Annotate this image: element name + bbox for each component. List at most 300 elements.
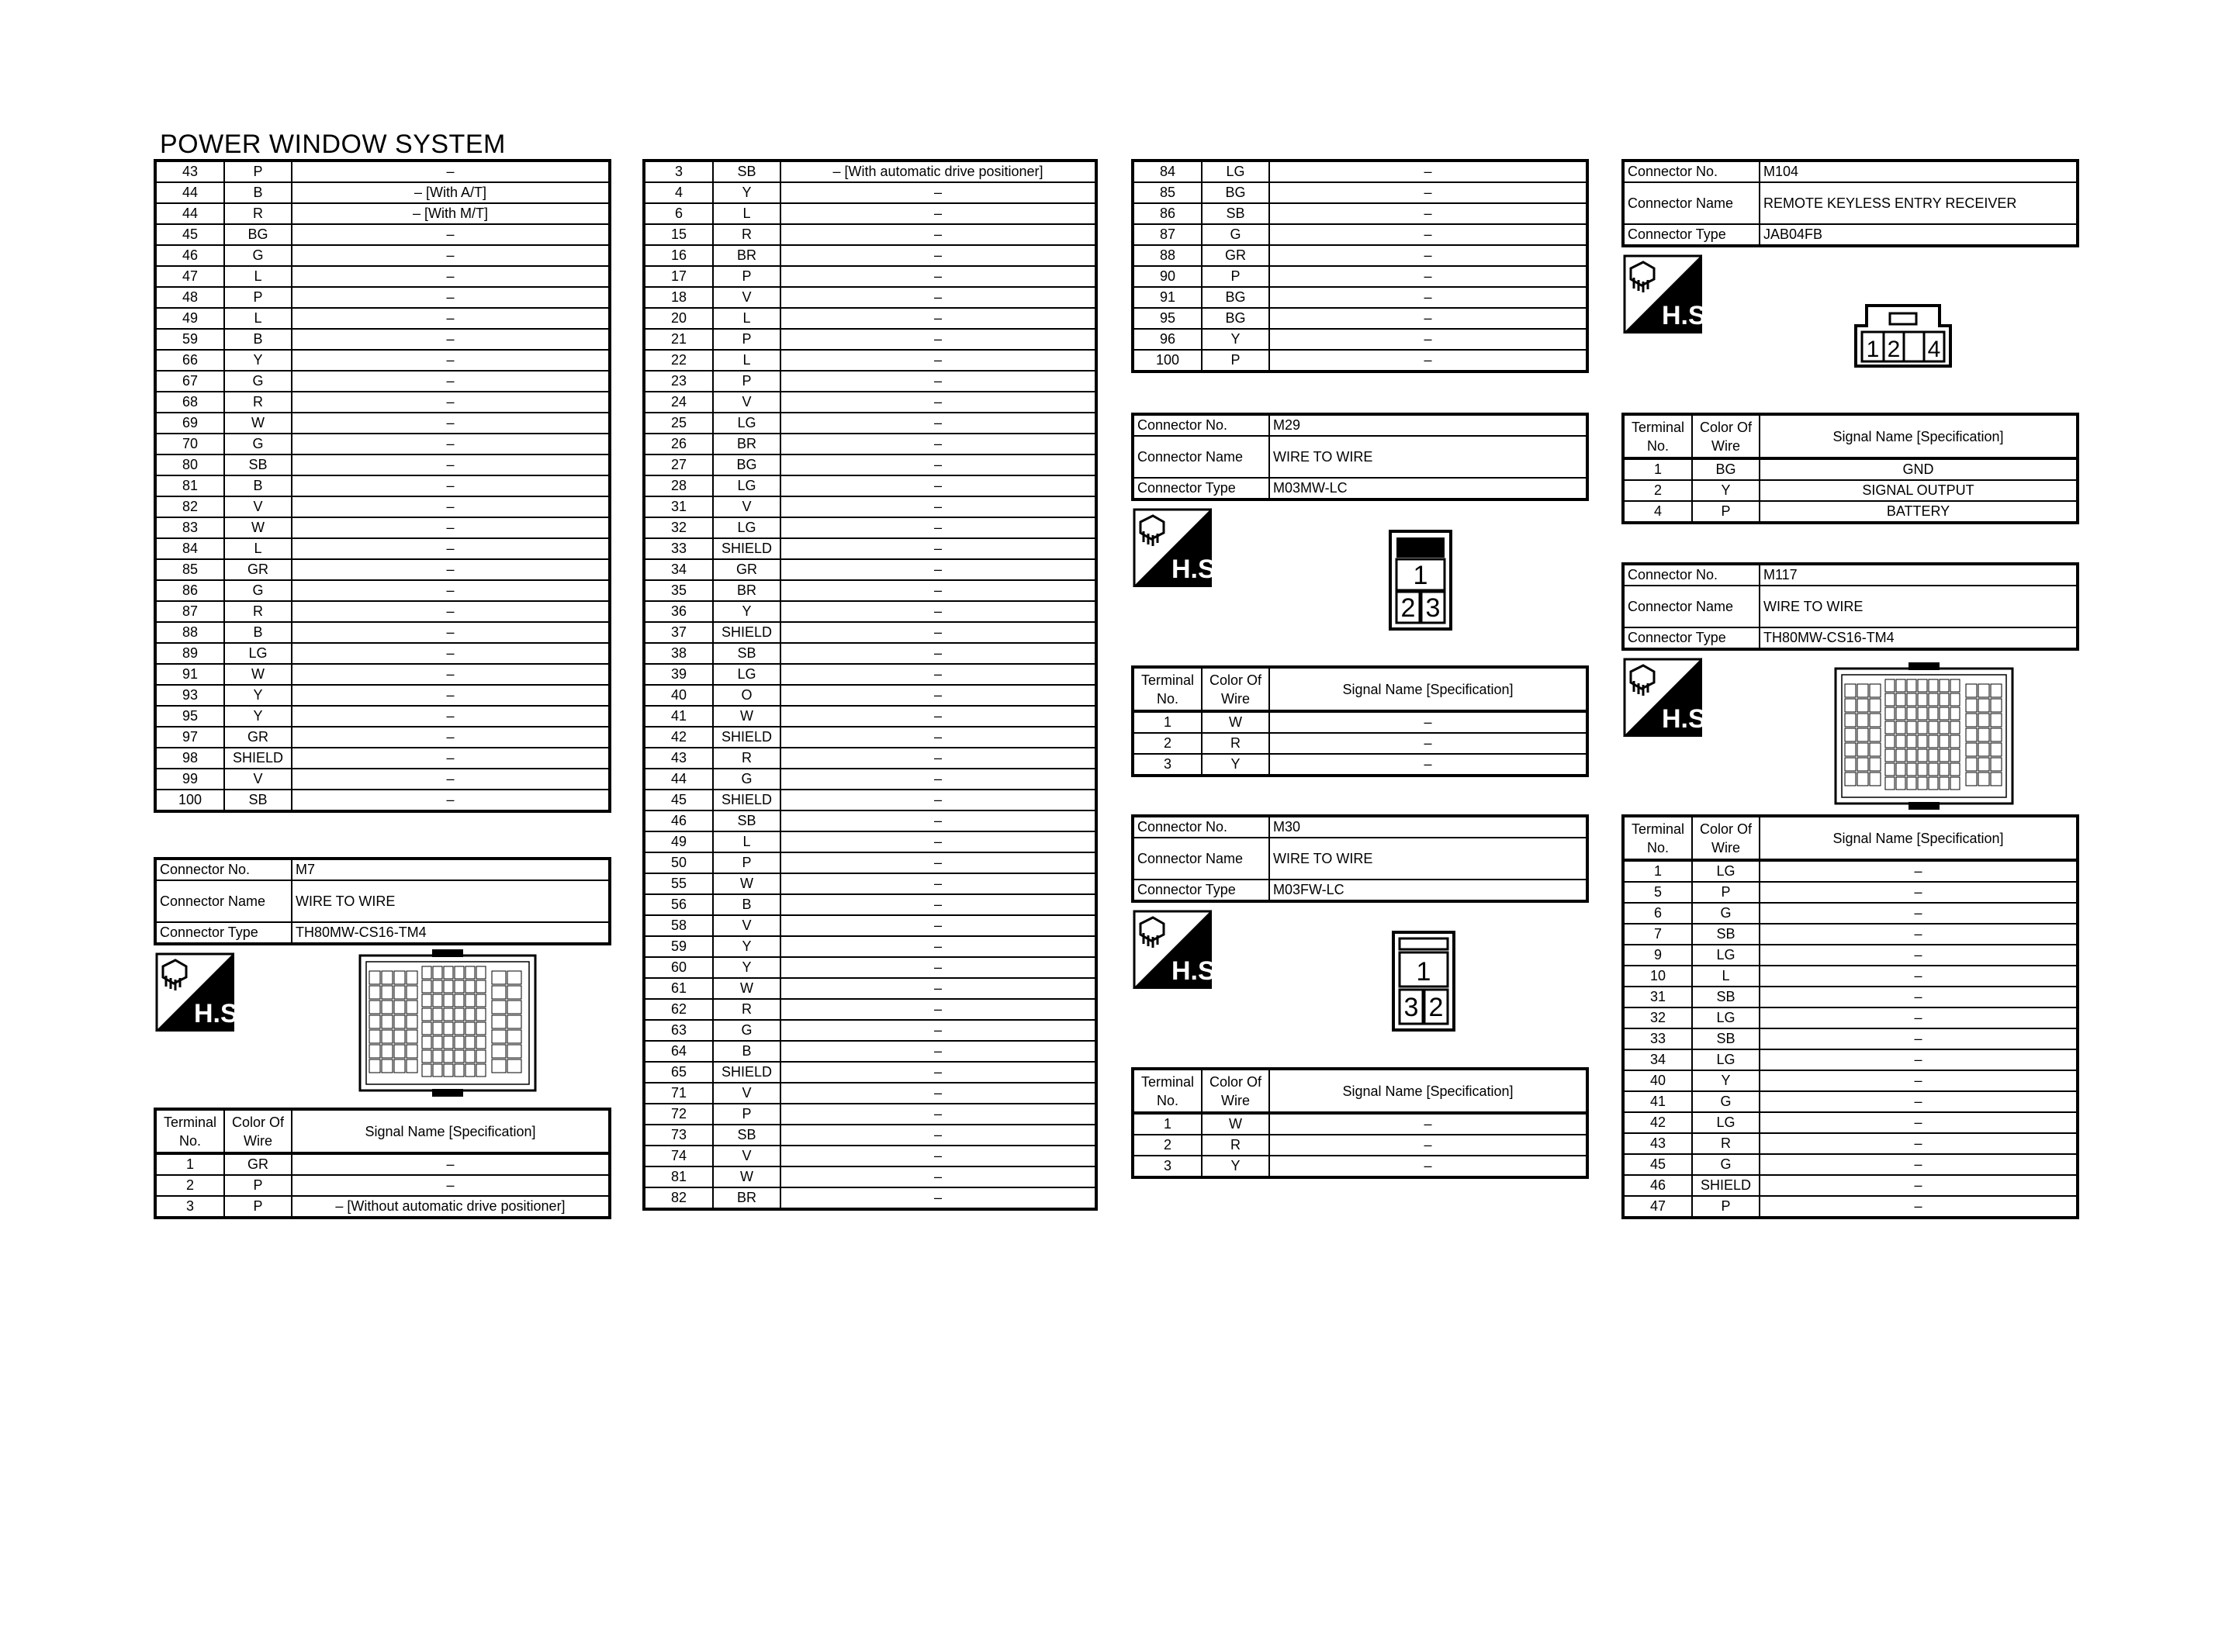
m104-connector-info	[1621, 159, 2079, 247]
terminal-no-cell: 55	[644, 873, 713, 894]
wire-color-cell: Y	[1692, 480, 1760, 501]
signal-name-cell: –	[780, 978, 1096, 999]
connector-cavity	[382, 971, 393, 984]
connector-cavity	[407, 971, 417, 984]
connector-cavity	[1950, 707, 1960, 720]
table-row	[155, 434, 610, 454]
terminal-no-cell: 44	[155, 182, 224, 203]
terminal-no-cell: 84	[155, 538, 224, 559]
table-row	[155, 580, 610, 601]
connector-cavity	[1978, 684, 1989, 697]
connector-cavity	[382, 1045, 393, 1058]
signal-name-cell: –	[1760, 1154, 2078, 1175]
harness-side-icon	[155, 952, 246, 1032]
connector-cavity	[1929, 721, 1938, 734]
wire-color-cell: G	[713, 1020, 780, 1041]
wire-color-cell: W	[713, 706, 780, 727]
connector-cavity	[369, 1001, 380, 1014]
terminal-no-header: Terminal No.	[1133, 1069, 1202, 1113]
signal-name-cell: –	[780, 873, 1096, 894]
connector-cavity	[507, 1045, 521, 1058]
connector-cavity	[1857, 772, 1868, 786]
table-row	[155, 266, 610, 287]
signal-name-cell: –	[292, 748, 610, 769]
signal-name-cell: –	[780, 308, 1096, 329]
table-row	[155, 392, 610, 413]
signal-name-cell: –	[1269, 287, 1587, 308]
table-row	[1133, 266, 1587, 287]
signal-name-cell: –	[1760, 1028, 2078, 1049]
wire-color-cell: G	[224, 245, 292, 266]
connector-cavity	[1950, 679, 1960, 692]
table-row	[644, 266, 1096, 287]
connector-cavity	[1918, 693, 1927, 706]
connector-cavity	[433, 966, 442, 979]
connector-cavity	[1870, 758, 1881, 771]
terminal-no-cell: 46	[155, 245, 224, 266]
connector-cavity	[407, 1001, 417, 1014]
connector-cavity	[369, 1059, 380, 1073]
signal-name-cell: –	[292, 664, 610, 685]
terminal-no-cell: 34	[644, 559, 713, 580]
connector-cavity	[394, 986, 405, 999]
wire-color-cell: P	[1692, 1196, 1760, 1218]
wire-color-cell: Y	[1202, 754, 1269, 776]
signal-name-cell: –	[780, 392, 1096, 413]
connector-cavity	[369, 1030, 380, 1043]
connector-cavity	[476, 1036, 486, 1049]
table-row	[1623, 458, 2078, 480]
table-row	[1133, 203, 1587, 224]
connector-cavity	[394, 971, 405, 984]
wire-color-cell: G	[224, 580, 292, 601]
connector-cavity	[422, 980, 431, 993]
signal-name-cell: –	[292, 706, 610, 727]
signal-name-cell: –	[780, 329, 1096, 350]
connector-cavity	[444, 1050, 453, 1063]
wire-color-cell: Y	[713, 601, 780, 622]
connector-cavity	[444, 1008, 453, 1021]
connector-cavity	[455, 966, 464, 979]
connector-cavity	[1896, 735, 1905, 748]
terminal-no-cell: 69	[155, 413, 224, 434]
connector-cavity	[1907, 707, 1916, 720]
connector-cavity	[465, 966, 475, 979]
connector-cavity	[1966, 684, 1977, 697]
table-row	[1133, 754, 1587, 776]
terminal-no-cell: 6	[644, 203, 713, 224]
terminal-no-cell: 15	[644, 224, 713, 245]
table-row	[644, 371, 1096, 392]
wire-color-cell: R	[713, 748, 780, 769]
wire-color-cell: W	[1202, 711, 1269, 733]
table-row	[1133, 245, 1587, 266]
terminal-no-cell: 36	[644, 601, 713, 622]
connector-cavity	[382, 986, 393, 999]
terminal-no-cell: 100	[155, 790, 224, 811]
terminal-no-cell: 65	[644, 1062, 713, 1083]
terminal-no-cell: 43	[1623, 1133, 1692, 1154]
wire-color-cell: R	[1202, 733, 1269, 754]
terminal-no-cell: 66	[155, 350, 224, 371]
terminal-no-cell: 88	[1133, 245, 1202, 266]
terminal-no-cell: 26	[644, 434, 713, 454]
terminal-no-cell: 89	[155, 643, 224, 664]
table-row	[155, 475, 610, 496]
connector-cavity	[1978, 772, 1989, 786]
terminal-no-cell: 85	[155, 559, 224, 580]
table-row	[1133, 1113, 1587, 1135]
signal-name-cell: –	[1269, 1156, 1587, 1177]
connector-cavity	[476, 994, 486, 1007]
terminal-no-cell: 2	[155, 1175, 224, 1196]
connector-cavity	[1978, 699, 1989, 712]
signal-name-cell: –	[780, 936, 1096, 957]
connector-cavity	[382, 1059, 393, 1073]
signal-name-cell: –	[292, 580, 610, 601]
terminal-no-cell: 32	[1623, 1007, 1692, 1028]
table-row	[644, 350, 1096, 371]
wire-color-cell: P	[1692, 501, 1760, 523]
signal-name-cell: –	[292, 601, 610, 622]
terminal-no-header: Terminal No.	[1623, 816, 1692, 860]
signal-name-cell: –	[780, 371, 1096, 392]
signal-name-cell: –	[780, 810, 1096, 831]
table-row	[1623, 1112, 2078, 1133]
wire-color-cell: B	[224, 182, 292, 203]
connector-type-label: Connector Type	[1623, 627, 1760, 649]
connector-cavity	[1845, 684, 1856, 697]
signal-name-cell: –	[1269, 329, 1587, 350]
connector-cavity	[433, 994, 442, 1007]
terminal-no-cell: 56	[644, 894, 713, 915]
terminal-no-cell: 10	[1623, 966, 1692, 987]
table-row	[644, 748, 1096, 769]
wire-color-cell: GR	[1202, 245, 1269, 266]
connector-name-value: WIRE TO WIRE	[1760, 586, 2078, 627]
table-row	[155, 308, 610, 329]
connector-cavity	[476, 1022, 486, 1035]
connector-cavity	[422, 1064, 431, 1077]
pin-label: 1	[1413, 561, 1428, 590]
table-row	[155, 371, 610, 392]
connector-cavity	[1885, 735, 1895, 748]
signal-name-cell: –	[780, 559, 1096, 580]
connector-cavity	[1845, 714, 1856, 727]
wire-color-cell: G	[224, 371, 292, 392]
connector-cavity	[507, 1030, 521, 1043]
table-row	[1133, 224, 1587, 245]
connector-cavity	[476, 966, 486, 979]
connector-cavity	[1918, 763, 1927, 776]
connector-cavity	[1966, 728, 1977, 741]
signal-name-cell: –	[1760, 945, 2078, 966]
table-row	[644, 559, 1096, 580]
connector-cavity	[1929, 679, 1938, 692]
connector-cavity	[465, 994, 475, 1007]
table-row	[1623, 860, 2078, 882]
connector-cavity	[1966, 743, 1977, 756]
signal-name-cell: –	[1760, 1112, 2078, 1133]
wire-color-cell: G	[1692, 1091, 1760, 1112]
table-row	[644, 915, 1096, 936]
terminal-no-cell: 48	[155, 287, 224, 308]
terminal-no-cell: 99	[155, 769, 224, 790]
terminal-no-cell: 21	[644, 329, 713, 350]
svg-text:H.S.: H.S.	[1662, 704, 1714, 734]
terminal-no-cell: 91	[1133, 287, 1202, 308]
signal-name-header: Signal Name [Specification]	[1269, 1069, 1587, 1113]
signal-name-cell: –	[780, 1062, 1096, 1083]
table-row	[155, 1175, 610, 1196]
table-row	[644, 999, 1096, 1020]
wire-color-cell: LG	[713, 517, 780, 538]
signal-name-header: Signal Name [Specification]	[292, 1109, 610, 1153]
wire-color-cell: R	[713, 999, 780, 1020]
wire-color-cell: LG	[1692, 1049, 1760, 1070]
table-row	[644, 831, 1096, 852]
connector-cavity	[1845, 728, 1856, 741]
table-row	[644, 601, 1096, 622]
terminal-no-cell: 100	[1133, 350, 1202, 372]
signal-name-cell: –	[780, 1083, 1096, 1104]
connector-type-label: Connector Type	[1133, 478, 1269, 499]
signal-name-cell: –	[780, 894, 1096, 915]
wire-color-cell: LG	[1692, 860, 1760, 882]
wire-color-cell: L	[713, 308, 780, 329]
table-row	[1133, 329, 1587, 350]
terminal-no-cell: 45	[1623, 1154, 1692, 1175]
table-row	[155, 1196, 610, 1218]
connector-cavity	[1845, 699, 1856, 712]
connector-cavity	[433, 1036, 442, 1049]
wire-color-cell: L	[224, 538, 292, 559]
terminal-no-cell: 91	[155, 664, 224, 685]
signal-name-cell: –	[292, 266, 610, 287]
terminal-no-cell: 1	[1623, 860, 1692, 882]
wire-color-cell: P	[224, 287, 292, 308]
terminal-no-cell: 86	[1133, 203, 1202, 224]
signal-name-cell: –	[780, 245, 1096, 266]
wire-color-cell: SB	[1202, 203, 1269, 224]
signal-name-cell: –	[1760, 903, 2078, 924]
wire-color-cell: G	[713, 769, 780, 790]
connector-cavity	[507, 971, 521, 984]
signal-name-cell: –	[780, 831, 1096, 852]
terminal-no-cell: 84	[1133, 161, 1202, 182]
table-row	[644, 413, 1096, 434]
table-row	[155, 601, 610, 622]
connector-cavity	[507, 986, 521, 999]
connector-name-value: REMOTE KEYLESS ENTRY RECEIVER	[1760, 182, 2078, 224]
connector-name-label: Connector Name	[155, 880, 292, 922]
signal-name-cell: –	[780, 748, 1096, 769]
connector-type-label: Connector Type	[1623, 224, 1760, 246]
connector-cavity	[1857, 714, 1868, 727]
terminal-no-cell: 74	[644, 1146, 713, 1166]
svg-text:H.S.: H.S.	[1662, 301, 1714, 330]
table-row	[1133, 161, 1587, 182]
connector-name-label: Connector Name	[1133, 436, 1269, 478]
connector-cavity	[1896, 763, 1905, 776]
wire-color-cell: V	[713, 1083, 780, 1104]
terminal-no-cell: 50	[644, 852, 713, 873]
terminal-no-cell: 64	[644, 1041, 713, 1062]
connector-cavity	[492, 1030, 506, 1043]
signal-name-cell: – [With A/T]	[292, 182, 610, 203]
terminal-no-cell: 1	[1623, 458, 1692, 480]
m29-connector-face-diagram	[1389, 530, 1452, 631]
connector-cavity	[444, 1064, 453, 1077]
connector-cavity	[507, 1059, 521, 1073]
table-row	[155, 413, 610, 434]
connector-cavity	[1907, 679, 1916, 692]
terminal-no-cell: 34	[1623, 1049, 1692, 1070]
signal-name-cell: –	[780, 727, 1096, 748]
table-row	[644, 769, 1096, 790]
signal-name-cell: –	[292, 329, 610, 350]
wire-color-cell: LG	[1692, 945, 1760, 966]
connector-no-label: Connector No.	[1133, 816, 1269, 838]
terminal-no-cell: 1	[1133, 1113, 1202, 1135]
signal-name-cell: –	[292, 392, 610, 413]
terminal-no-cell: 60	[644, 957, 713, 978]
m30-terminal-table	[1131, 1067, 1589, 1179]
wire-color-cell: Y	[713, 936, 780, 957]
terminal-no-header: Terminal No.	[1133, 667, 1202, 711]
table-row	[1623, 1133, 2078, 1154]
connector-no-value: M29	[1269, 414, 1587, 436]
pin-label: 3	[1403, 993, 1419, 1022]
connector-cavity	[1857, 728, 1868, 741]
connector-cavity	[1845, 758, 1856, 771]
connector-type-value: M03FW-LC	[1269, 880, 1587, 901]
m7-terminal-table	[154, 1108, 611, 1219]
connector-cavity	[1991, 699, 2002, 712]
wire-color-cell: V	[713, 392, 780, 413]
table-row	[1623, 1070, 2078, 1091]
wire-color-cell: BG	[713, 454, 780, 475]
wire-color-cell: BG	[224, 224, 292, 245]
table-row	[644, 161, 1096, 182]
signal-name-cell: –	[292, 685, 610, 706]
connector-no-value: M7	[292, 859, 610, 880]
table-row	[155, 245, 610, 266]
wire-color-cell: SHIELD	[713, 622, 780, 643]
connector-cavity	[1929, 749, 1938, 762]
terminal-no-cell: 31	[1623, 987, 1692, 1007]
signal-name-cell: –	[780, 790, 1096, 810]
table-row	[644, 643, 1096, 664]
table-row	[644, 580, 1096, 601]
table-row	[1623, 1196, 2078, 1218]
signal-name-cell: –	[780, 475, 1096, 496]
table-row	[644, 810, 1096, 831]
table-row	[644, 873, 1096, 894]
table-row	[644, 1020, 1096, 1041]
terminal-no-cell: 71	[644, 1083, 713, 1104]
table-row	[644, 1083, 1096, 1104]
terminal-no-cell: 45	[155, 224, 224, 245]
terminal-no-cell: 81	[644, 1166, 713, 1187]
signal-name-cell: –	[780, 1020, 1096, 1041]
table-row	[155, 769, 610, 790]
connector-cavity	[394, 1015, 405, 1028]
connector-cavity	[1885, 749, 1895, 762]
signal-name-cell: –	[780, 957, 1096, 978]
table-row	[644, 1187, 1096, 1209]
table-row	[155, 350, 610, 371]
table-row	[155, 329, 610, 350]
m117-connector-info	[1621, 562, 2079, 651]
connector-cavity	[1950, 763, 1960, 776]
signal-name-cell: –	[780, 538, 1096, 559]
table-row	[644, 1041, 1096, 1062]
wire-color-cell: Y	[713, 182, 780, 203]
terminal-no-cell: 97	[155, 727, 224, 748]
terminal-no-cell: 87	[155, 601, 224, 622]
connector-cavity	[1857, 758, 1868, 771]
signal-name-cell: –	[1269, 224, 1587, 245]
connector-type-value: M03MW-LC	[1269, 478, 1587, 499]
terminal-no-cell: 40	[644, 685, 713, 706]
color-of-wire-header: Color Of Wire	[1692, 816, 1760, 860]
signal-name-cell: –	[1269, 266, 1587, 287]
terminal-no-cell: 42	[1623, 1112, 1692, 1133]
terminal-no-cell: 43	[644, 748, 713, 769]
terminal-no-cell: 83	[155, 517, 224, 538]
connector-cavity	[444, 1036, 453, 1049]
connector-cavity	[1966, 699, 1977, 712]
connector-cavity	[1885, 679, 1895, 692]
signal-name-cell: –	[292, 769, 610, 790]
connector-cavity	[455, 1064, 464, 1077]
signal-name-cell: – [With automatic drive positioner]	[780, 161, 1096, 182]
connector-cavity	[1896, 749, 1905, 762]
connector-type-value: JAB04FB	[1760, 224, 2078, 246]
table-row	[644, 182, 1096, 203]
signal-name-cell: –	[292, 727, 610, 748]
wire-color-cell: GR	[713, 559, 780, 580]
signal-name-cell: –	[292, 622, 610, 643]
connector-name-label: Connector Name	[1623, 182, 1760, 224]
table-row	[155, 790, 610, 811]
signal-name-cell: –	[292, 287, 610, 308]
wire-color-cell: V	[713, 915, 780, 936]
signal-name-cell: –	[292, 475, 610, 496]
table-row	[1623, 882, 2078, 903]
connector-cavity	[407, 1030, 417, 1043]
table-row	[644, 622, 1096, 643]
table-row	[644, 1146, 1096, 1166]
signal-name-cell: –	[780, 1166, 1096, 1187]
connector-cavity	[444, 1022, 453, 1035]
connector-cavity	[422, 1022, 431, 1035]
wire-color-cell: L	[713, 350, 780, 371]
wire-color-cell: W	[713, 978, 780, 999]
table-row	[644, 685, 1096, 706]
wire-color-cell: W	[224, 664, 292, 685]
table-row	[644, 224, 1096, 245]
table-row	[644, 308, 1096, 329]
wire-color-cell: P	[713, 852, 780, 873]
signal-name-cell: GND	[1760, 458, 2078, 480]
wire-color-cell: P	[1202, 350, 1269, 372]
connector-cavity	[1950, 735, 1960, 748]
wire-color-cell: Y	[1202, 1156, 1269, 1177]
m104-terminal-table	[1621, 413, 2079, 524]
wire-color-cell: B	[713, 894, 780, 915]
